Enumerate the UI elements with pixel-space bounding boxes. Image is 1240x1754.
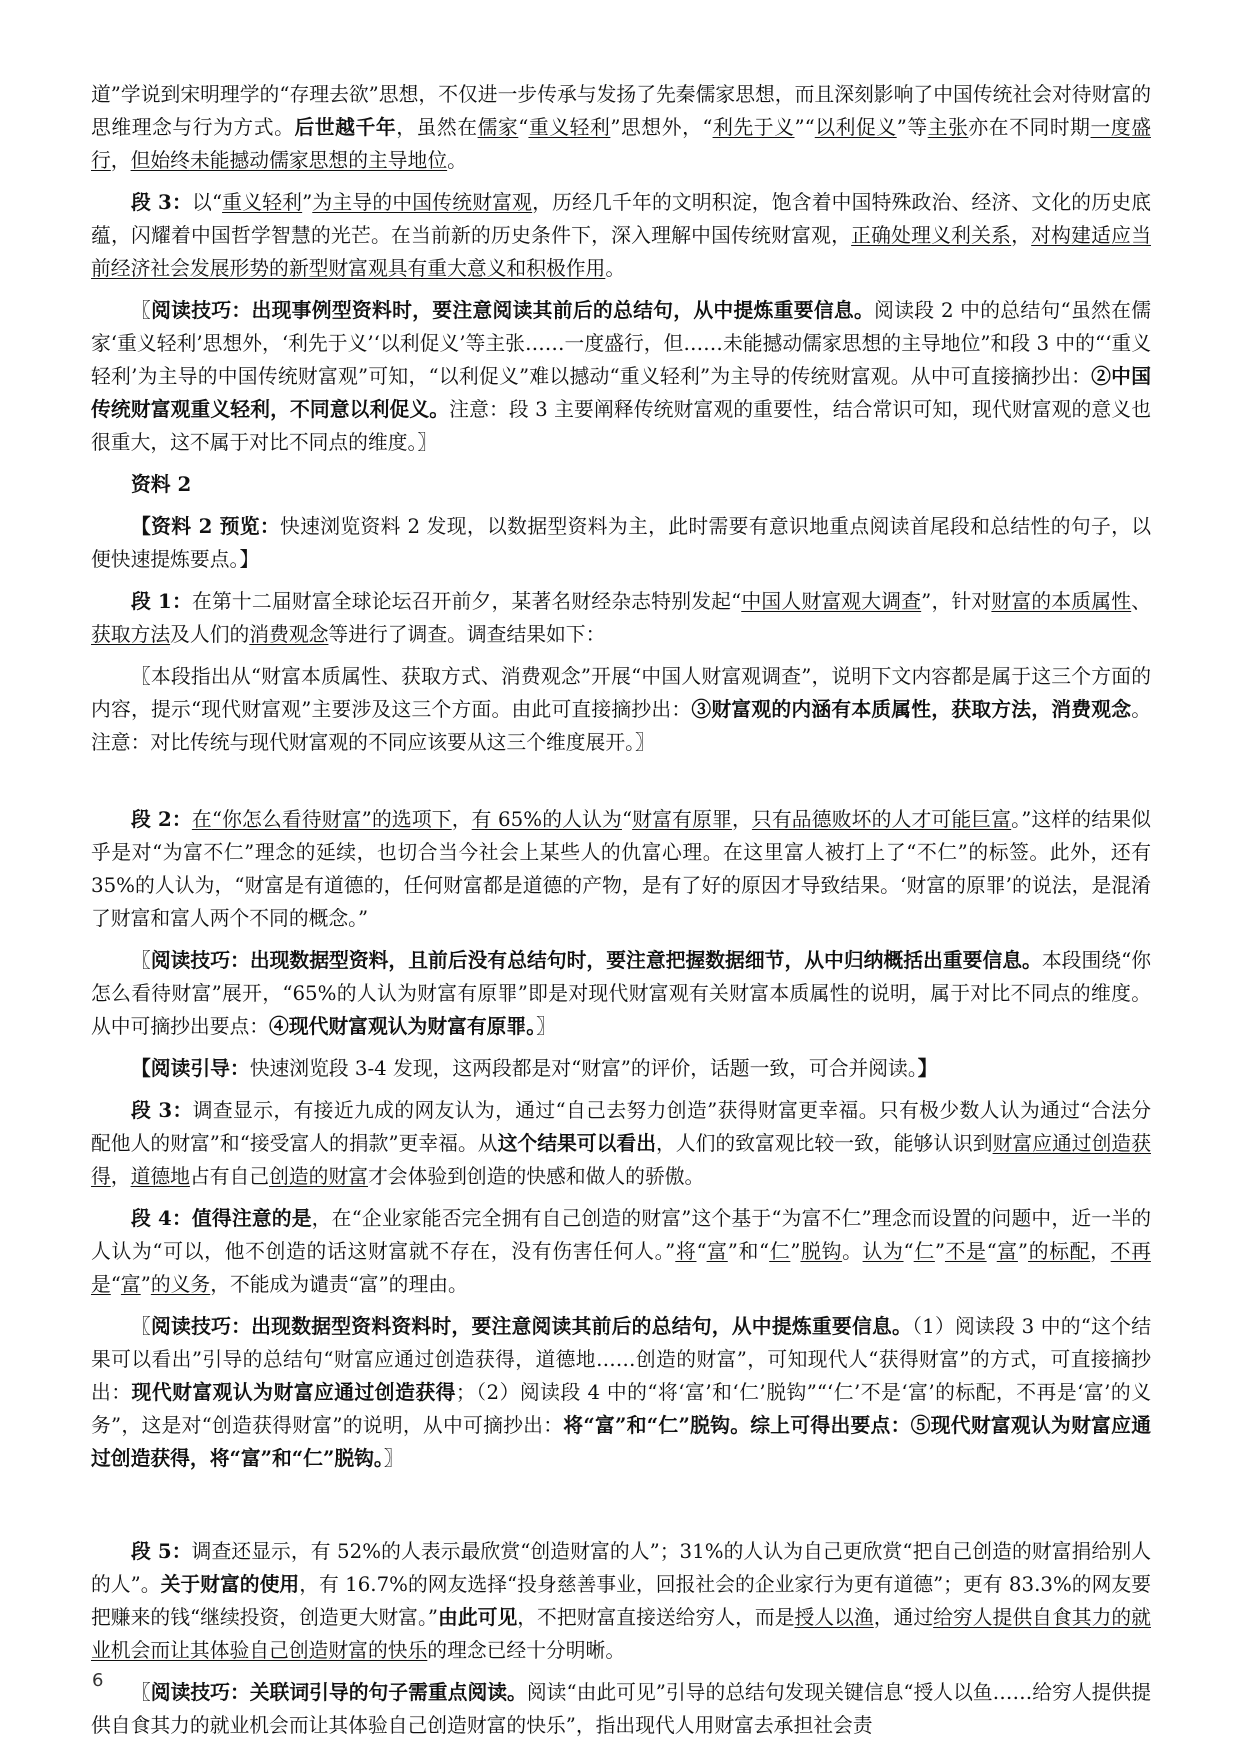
document-page <box>91 78 1151 1751</box>
reading-tip: 〖阅读技巧：关联词引导的句子需重点阅读。阅读“由此可见”引导的总结句发现关键信息“授人以鱼……给穷人提供提供自食其力的就业机会而让其体验自己创造财富的快乐”，指出现代人用财富去承担社会责 <box>91 1680 1151 1737</box>
page-number: 6 <box>92 1670 104 1691</box>
analysis-note: 〖本段指出从“财富本质属性、获取方式、消费观念”开展“中国人财富观调查”，说明下文内容都是属于这三个方面的内容，提示“现代财富观”主要涉及这三个方面。由此可直接摘抄出：③财富观的内涵有本质属性，获取方法，消费观念。注意：对比传统与现代财富观的不同应该要从这三个维度展开。〗 <box>91 665 1151 754</box>
section-heading: 资料 2 <box>131 472 192 496</box>
paragraph-4: 段 4：值得注意的是，在“企业家能否完全拥有自己创造的财富”这个基于“为富不仁”理念而设置的问题中，近一半的人认为“可以，他不创造的话这财富就不存在，没有伤害任何人。”将“富”和“仁”脱钩。认为“仁”不是“富”的标配，不再是“富”的义务，不能成为谴责“富”的理由。 <box>91 1206 1151 1296</box>
paragraph-3: 段 3：以“重义轻利”为主导的中国传统财富观，历经几千年的文明积淀，饱含着中国特殊政治、经济、文化的历史底蕴，闪耀着中国哲学智慧的光芒。在当前新的历史条件下，深入理解中国传统财富观，正确处理义利关系，对构建适应当前经济社会发展形势的新型财富观具有重大意义和积极作用。 <box>91 190 1151 280</box>
material-preview: 【资料 2 预览：快速浏览资料 2 发现，以数据型资料为主，此时需要有意识地重点阅读首尾段和总结性的句子，以便快速提炼要点。】 <box>91 514 1151 571</box>
paragraph-1: 段 1：在第十二届财富全球论坛召开前夕，某著名财经杂志特别发起“中国人财富观大调查”，针对财富的本质属性、获取方法及人们的消费观念等进行了调查。调查结果如下： <box>91 589 1151 646</box>
paragraph-5: 段 5：调查还显示，有 52%的人表示最欣赏“创造财富的人”；31%的人认为自己更欣赏“把自己创造的财富捐给别人的人”。关于财富的使用，有 16.7%的网友选择“投身慈善事业，回报社会的企业家行为更有道德”；更有 83.3%的网友要把赚来的钱“继续投资，创造更大财富。”由此可见，不把财富直接送给穷人，而是授人以渔，通过给穷人提供自食其力的就业机会而让其体验自己创造财富的快乐的理念已经十分明晰。 <box>91 1539 1151 1662</box>
paragraph-3b: 段 3：调查显示，有接近九成的网友认为，通过“自己去努力创造”获得财富更幸福。只有极少数人认为通过“合法分配他人的财富”和“接受富人的捐款”更幸福。从这个结果可以看出，人们的致富观比较一致，能够认识到财富应通过创造获得，道德地占有自己创造的财富才会体验到创造的快感和做人的骄傲。 <box>91 1098 1151 1188</box>
reading-tip: 〖阅读技巧：出现数据型资料资料时，要注意阅读其前后的总结句，从中提炼重要信息。（1）阅读段 3 中的“这个结果可以看出”引导的总结句“财富应通过创造获得，道德地……创造的财富”，可知现代人“获得财富”的方式，可直接摘抄出：现代财富观认为财富应通过创造获得；（2）阅读段 4 中的“将‘富’和‘仁’脱钩”“‘仁’不是‘富’的标配，不再是‘富’的义务”，这是对“创造获得财富”的说明，从中可摘抄出：将“富”和“仁”脱钩。综上可得出要点：⑤现代财富观认为财富应通过创造获得，将“富”和“仁”脱钩。〗 <box>91 1314 1152 1470</box>
paragraph-continuation: 道”学说到宋明理学的“存理去欲”思想，不仅进一步传承与发扬了先秦儒家思想，而且深刻影响了中国传统社会对待财富的思维理念与行为方式。后世越千年，虽然在儒家“重义轻利”思想外，“利先于义”“以利促义”等主张亦在不同时期一度盛行，但始终未能撼动儒家思想的主导地位。 <box>91 83 1151 172</box>
reading-tip: 〖阅读技巧：出现事例型资料时，要注意阅读其前后的总结句，从中提炼重要信息。阅读段 2 中的总结句“虽然在儒家‘重义轻利’思想外，‘利先于义’‘以利促义’等主张……一度盛行，但……未能撼动儒家思想的主导地位”和段 3 中的“‘重义轻利’为主导的中国传统财富观”可知，“以利促义”难以撼动“重义轻利”为主导的传统财富观。从中可直接摘抄出：②中国传统财富观重义轻利，不同意以利促义。注意：段 3 主要阐释传统财富观的重要性，结合常识可知，现代财富观的意义也很重大，这不属于对比不同点的维度。〗 <box>91 298 1151 454</box>
paragraph-2: 段 2：在“你怎么看待财富”的选项下，有 65%的人认为“财富有原罪，只有品德败坏的人才可能巨富。”这样的结果似乎是对“为富不仁”理念的延续，也切合当今社会上某些人的仇富心理。在这里富人被打上了“不仁”的标签。此外，还有 35%的人认为，“财富是有道德的，任何财富都是道德的产物，是有了好的原因才导致结果。‘财富的原罪’的说法，是混淆了财富和富人两个不同的概念。” <box>91 807 1151 930</box>
reading-tip: 〖阅读技巧：出现数据型资料，且前后没有总结句时，要注意把握数据细节，从中归纳概括出重要信息。本段围绕“你怎么看待财富”展开，“65%的人认为财富有原罪”即是对现代财富观有关财富本质属性的说明，属于对比不同点的维度。从中可摘抄出要点：④现代财富观认为财富有原罪。〗 <box>91 948 1151 1038</box>
reading-guide: 【阅读引导：快速浏览段 3-4 发现，这两段都是对“财富”的评价，话题一致，可合并阅读。】 <box>131 1056 938 1080</box>
